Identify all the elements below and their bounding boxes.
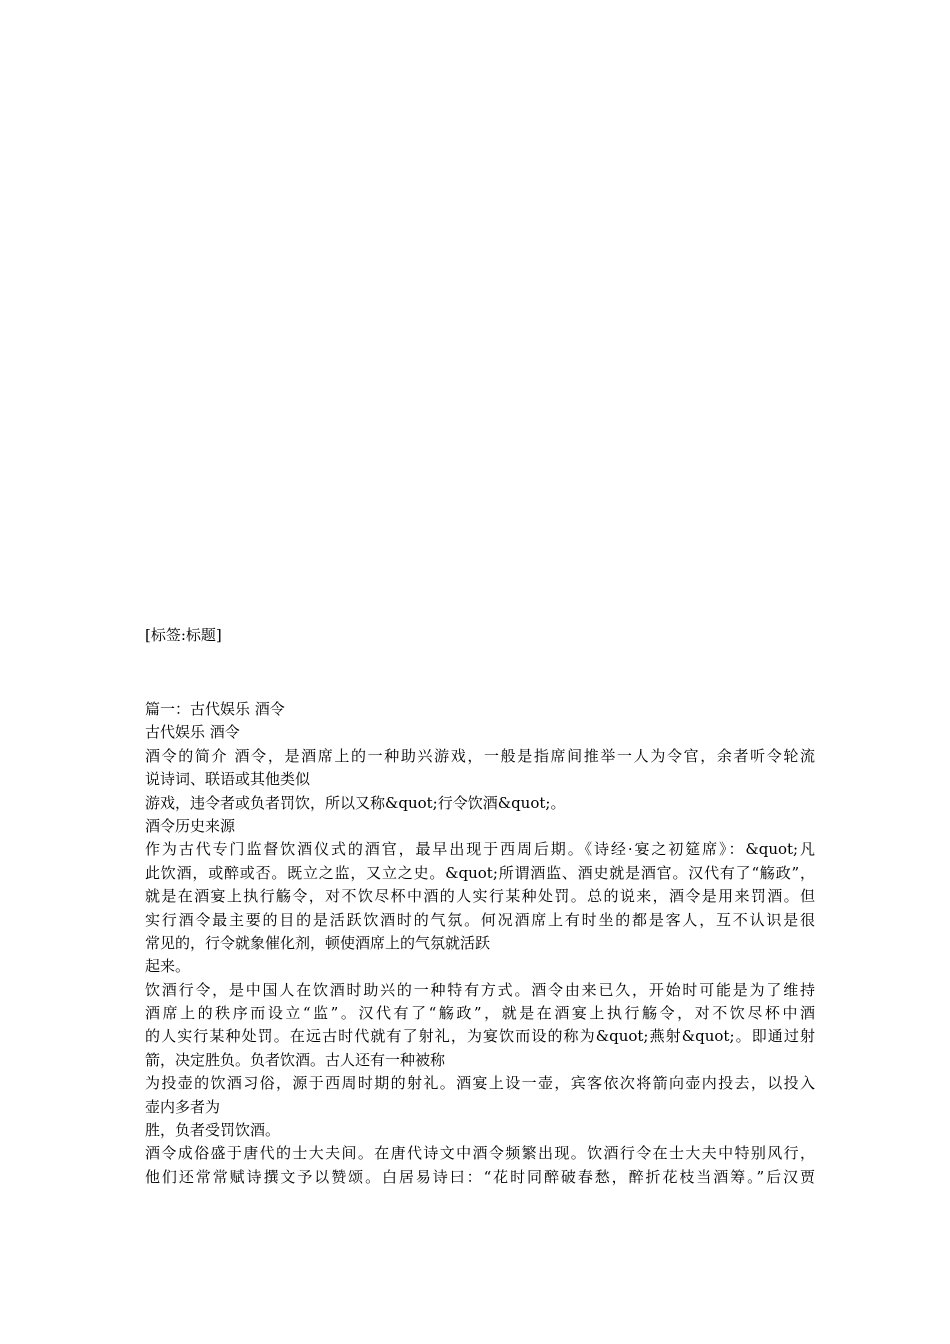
text-line: 胜，负者受罚饮酒。: [145, 1121, 281, 1140]
tag-line: [标签:标题]: [145, 626, 222, 644]
text-line: 常见的，行令就象催化剂，顿使酒席上的气氛就活跃: [145, 933, 491, 952]
text-line: 壶内多者为: [145, 1097, 221, 1116]
text-line: 酒令成俗盛于唐代的士大夫间。在唐代诗文中酒令频繁出现。饮酒行令在士大夫中特别风行，: [145, 1144, 815, 1163]
text-line: 饮酒行令，是中国人在饮酒时助兴的一种特有方式。酒令由来已久，开始时可能是为了维持: [145, 980, 815, 999]
text-line: 箭，决定胜负。负者饮酒。古人还有一种被称: [145, 1050, 446, 1069]
text-line: 酒令历史来源: [145, 816, 236, 835]
body-text: [145, 698, 815, 1189]
text-line: 他们还常常赋诗撰文予以赞颂。白居易诗曰：“花时同醉破春愁，醉折花枝当酒筹。”后汉贾: [145, 1167, 815, 1186]
text-line: 酒令的简介 酒令，是酒席上的一种助兴游戏，一般是指席间推举一人为令官，余者听令轮流: [145, 746, 815, 765]
text-line: 就是在酒宴上执行觞令，对不饮尽杯中酒的人实行某种处罚。总的说来，酒令是用来罚酒。但: [145, 887, 815, 906]
text-line: 酒席上的秩序而设立“监”。汉代有了“觞政”，就是在酒宴上执行觞令，对不饮尽杯中酒: [145, 1004, 815, 1023]
text-line: 古代娱乐 酒令: [145, 723, 240, 742]
text-line: 起来。: [145, 957, 191, 976]
text-line: 此饮酒，或醉或否。既立之监，又立之史。&quot;所谓酒监、酒史就是酒官。汉代有了“觞政”，: [145, 863, 815, 882]
text-line: 说诗词、联语或其他类似: [145, 770, 311, 789]
text-line: 作为古代专门监督饮酒仪式的酒官，最早出现于西周后期。《诗经·宴之初筵席》：&quot;凡: [145, 840, 815, 859]
text-line: 实行酒令最主要的目的是活跃饮酒时的气氛。何况酒席上有时坐的都是客人，互不认识是很: [145, 910, 815, 929]
text-line: 篇一：古代娱乐 酒令: [145, 700, 285, 718]
text-line: 游戏，违令者或负者罚饮，所以又称&quot;行令饮酒&quot;。: [145, 793, 566, 812]
text-line: 为投壶的饮酒习俗，源于西周时期的射礼。酒宴上设一壶，宾客依次将箭向壶内投去，以投入: [145, 1074, 815, 1093]
text-line: 的人实行某种处罚。在远古时代就有了射礼，为宴饮而设的称为&quot;燕射&quot;。即通过射: [145, 1027, 815, 1046]
